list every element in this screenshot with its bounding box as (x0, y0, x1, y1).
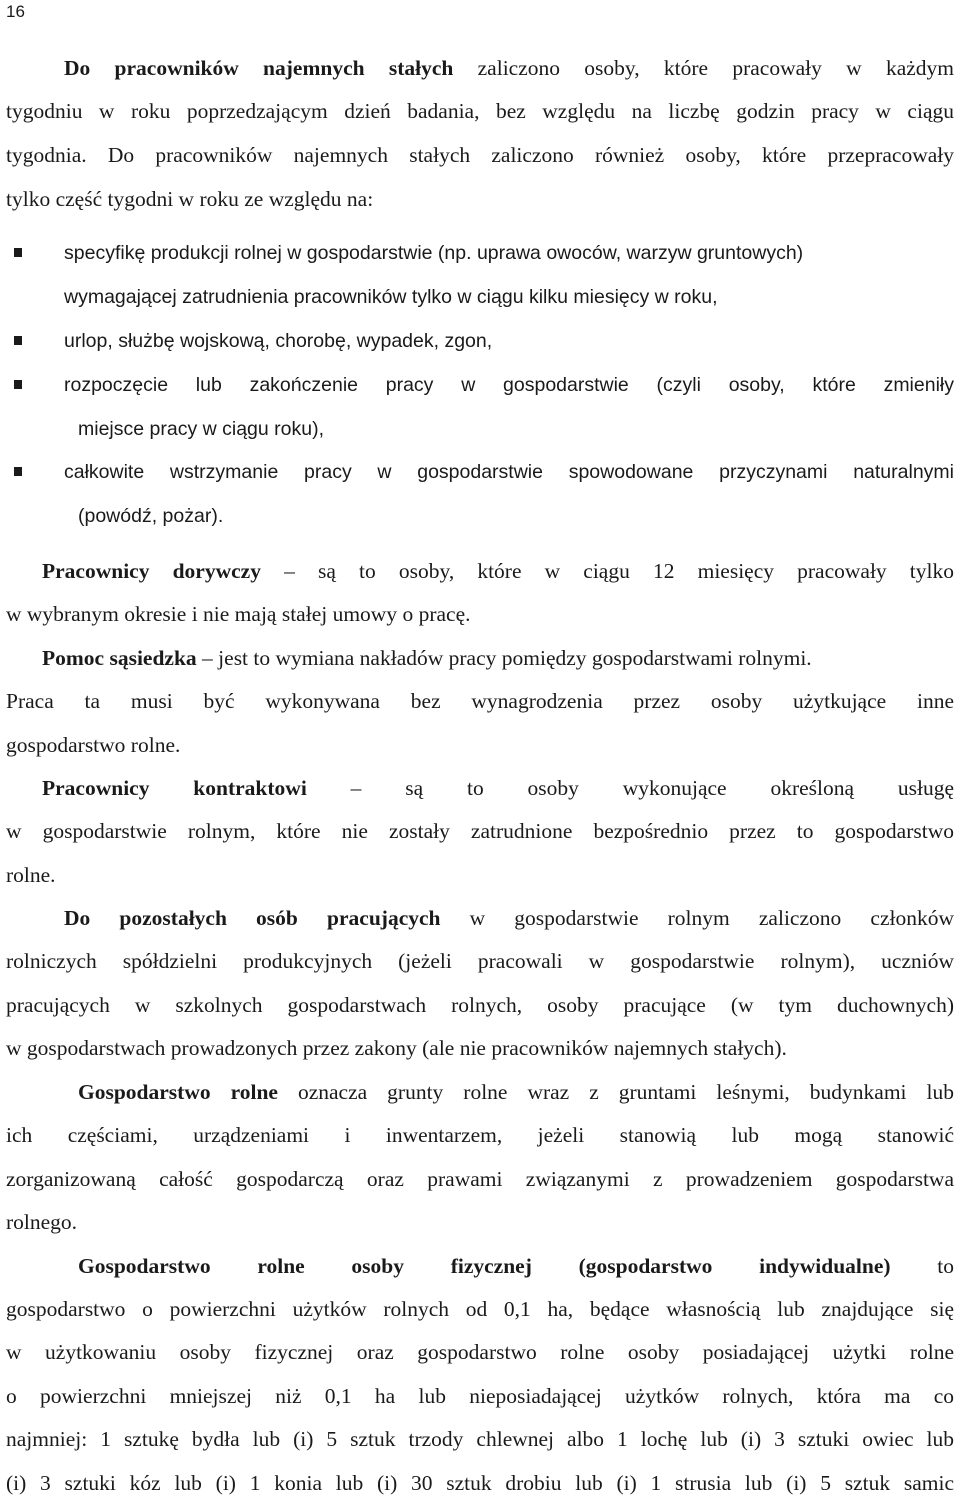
gospodarstwo-line-1-text: oznacza grunty rolne wraz z gruntami leśnymi, budynkami lub (277, 1080, 954, 1104)
gospodarstwo-line-1 (78, 1079, 954, 1105)
pozostale-line-3: pracujących w szkolnych gospodarstwach rolnych, osoby pracujące (w tym duchownych) (6, 993, 954, 1017)
gospodarstwo-line-4: rolnego. (6, 1210, 78, 1234)
pomoc-line-2: Praca ta musi być wykonywana bez wynagrodzenia przez osoby użytkujące inne (6, 689, 954, 713)
bullet-square-icon (14, 380, 22, 389)
dorywczy-line-1-text: – są to osoby, które w ciągu 12 miesięcy pracowały tylko (260, 559, 954, 583)
intro-line-1 (64, 55, 954, 81)
kontraktowi-line-3: rolne. (6, 863, 56, 887)
pozostale-line-1 (64, 905, 954, 931)
indywidualne-line-6: (i) 3 sztuki kóz lub (i) 1 konia lub (i) 30 sztuk drobiu lub (i) 1 strusia lub (i) 5 sztuk samic (6, 1471, 954, 1495)
pozostale-line-1-text: w gospodarstwie rolnym zaliczono członków (440, 906, 954, 930)
intro-line-2: tygodniu w roku poprzedzającym dzień badania, bez względu na liczbę godzin pracy w ciągu (6, 99, 954, 123)
kontraktowi-line-1-text: – są to osoby wykonujące określoną usługę (306, 776, 954, 800)
gospodarstwo-line-3: zorganizowaną całość gospodarczą oraz prawami związanymi z prowadzeniem gospodarstwa (6, 1167, 954, 1191)
term-pracownicy-dorywczy: Pracownicy dorywczy (42, 559, 261, 583)
term-pomoc-sasiedzka: Pomoc sąsiedzka (42, 646, 197, 670)
term-gospodarstwo-rolne: Gospodarstwo rolne (78, 1080, 278, 1104)
pozostale-line-4: w gospodarstwach prowadzonych przez zakony (ale nie pracowników najemnych stałych). (6, 1036, 787, 1060)
kontraktowi-line-2: w gospodarstwie rolnym, które nie zostały zatrudnione bezpośrednio przez to gospodarstwo (6, 819, 954, 843)
indywidualne-line-2: gospodarstwo o powierzchni użytków rolnych od 0,1 ha, będące własnością lub znajdujące się (6, 1297, 954, 1321)
indywidualne-line-4: o powierzchni mniejszej niż 0,1 ha lub nieposiadającej użytków rolnych, która ma co (6, 1384, 954, 1408)
dorywczy-line-2: w wybranym okresie i nie mają stałej umowy o pracę. (6, 602, 471, 626)
indywidualne-line-3: w użytkowaniu osoby fizycznej oraz gospodarstwo rolne osoby posiadającej użytki rolne (6, 1340, 954, 1364)
bullet-1-line-1: specyfikę produkcji rolnej w gospodarstwie (np. uprawa owoców, warzyw gruntowych) (64, 242, 804, 264)
indywidualne-line-1-text: to (890, 1254, 954, 1278)
bullet-4-line-1: całkowite wstrzymanie pracy w gospodarstwie spowodowane przyczynami naturalnymi (64, 461, 954, 483)
indywidualne-line-5: najmniej: 1 sztukę bydła lub (i) 5 sztuk trzody chlewnej albo 1 lochę lub (i) 3 sztuki owiec lub (6, 1427, 954, 1451)
term-pozostale-osoby-pracujace: Do pozostałych osób pracujących (64, 906, 441, 930)
page-number: 16 (6, 2, 25, 21)
pomoc-line-3: gospodarstwo rolne. (6, 733, 181, 757)
intro-line-1-text: zaliczono osoby, które pracowały w każdym (453, 56, 954, 80)
kontraktowi-line-1 (42, 775, 954, 801)
bullet-square-icon (14, 336, 22, 345)
pomoc-line-1 (42, 645, 812, 671)
term-pracownicy-kontraktowi: Pracownicy kontraktowi (42, 776, 307, 800)
bullet-4-line-2: (powódź, pożar). (78, 505, 224, 527)
pomoc-line-1-text: – jest to wymiana nakładów pracy pomiędzy gospodarstwami rolnymi. (196, 646, 812, 670)
term-gospodarstwo-indywidualne: Gospodarstwo rolne osoby fizycznej (gospodarstwo indywidualne) (78, 1254, 891, 1278)
indywidualne-line-1 (78, 1253, 954, 1279)
dorywczy-line-1 (42, 558, 954, 584)
term-pracownicy-najemni-stali: Do pracowników najemnych stałych (64, 56, 454, 80)
bullet-3-line-1: rozpoczęcie lub zakończenie pracy w gospodarstwie (czyli osoby, które zmieniły (64, 374, 954, 396)
bullet-2-line-1: urlop, służbę wojskową, chorobę, wypadek, zgon, (64, 330, 493, 352)
bullet-square-icon (14, 467, 22, 476)
bullet-square-icon (14, 248, 22, 257)
bullet-3-line-2: miejsce pracy w ciągu roku), (78, 418, 324, 440)
bullet-1-line-2: wymagającej zatrudnienia pracowników tylko w ciągu kilku miesięcy w roku, (64, 286, 718, 308)
gospodarstwo-line-2: ich częściami, urządzeniami i inwentarzem, jeżeli stanowią lub mogą stanowić (6, 1123, 954, 1147)
intro-line-3: tygodnia. Do pracowników najemnych stałych zaliczono również osoby, które przepracowały (6, 143, 954, 167)
intro-line-4: tylko część tygodni w roku ze względu na: (6, 187, 374, 211)
pozostale-line-2: rolniczych spółdzielni produkcyjnych (jeżeli pracowali w gospodarstwie rolnym), uczniów (6, 949, 954, 973)
